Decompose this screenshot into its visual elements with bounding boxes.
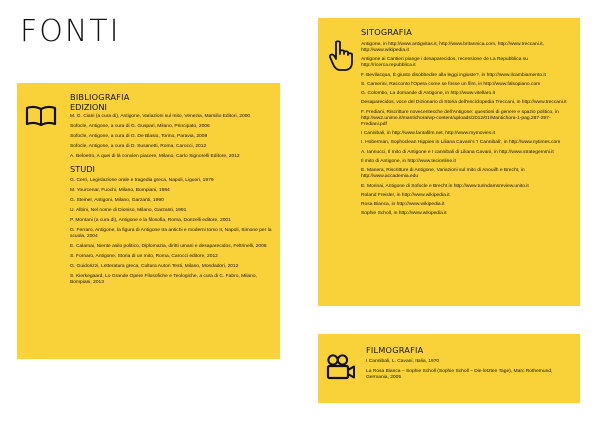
sito-entry: Sophie Scholl, in http://www.wikipedia.it [361,211,447,217]
sitografia-heading: SITOGRAFIA [361,27,413,37]
sito-entry: Desaparecidos, voce del Dizionario di Storia dell'enciclopedia Treccani, in http://www.treccani.it [361,100,567,106]
studio-entry: S. Fornaro, Antigone, Storia di un mito, Roma, Carocci editore, 2012 [70,254,218,259]
edizione-entry: A. Beloetro, A quei di là convien piacere, Milano, Carlo Signorelli Editore, 2012 [70,154,240,159]
studi-heading: STUDI [70,164,95,174]
sito-entry: F. Frediani, Riscritture novecentesche dell'Antigone: questioni di genere e spazio politico, in http://ww2.unime.it/mantichora/wp-content/uploads/2012/01/Mantichora-1-pag.287-297-Frediani.pdf [361,109,559,127]
edizione-entry: Sofocle, Antigone, a cura di G. Guspari, Milano, Principato, 2006 [70,124,210,129]
edizioni-heading: EDIZIONI [70,102,107,112]
studio-entry: M. Yourcenar, Fuochi, Milano, Bompiani, 1984 [70,188,170,193]
sito-entry: E. Morinai, Antigone di Sofocle e Brecht in http://www.turindamsreview.unito.it [361,183,529,189]
studio-entry: G. Ferraro, Antigone, la figura di Antigone tra antichi e moderni tomo II, Napoli, Simone per la scuola, 2004 [70,228,272,239]
sito-entry: A. Iannucci, Il mito di Antigone e I cannibali di Liliana Cavani, in http://www.strategemmi.it [361,149,554,155]
sitografia-card [318,18,580,306]
edizione-entry: Sofocle, Antigone, a cura di G. De Blasio, Torino, Paravia, 2009 [70,134,208,139]
page-title: FONTI [20,14,121,49]
sito-entry: Roland Freisler, in http://www.wikipedia.it [361,192,450,198]
studio-entry: G. Cerri, Legislazione orale e tragedia greca, Napoli, Liguori, 1979 [70,178,214,183]
sito-entry: S. Camerini, Racconto l'Opera come se fosse un film, in http://www.falsopiano.com [361,81,541,87]
studio-entry: U. Albini, Nel nome di Dioniso, Milano, Garzanti, 1991 [70,208,187,213]
studio-entry: E. Calamai, Niente asilo politico, Diplomazia, diritti umani e desaparecidos, Feltrinelli, 2006 [70,244,267,249]
sito-entry: Rosa Bianca, in http://www.wikipedia.it [361,202,445,208]
sito-entry: I. Hoberman, Sophoclean Hippies in Liliana Cavani's 'I Cannibali', in http://www.nytimes.com [361,140,561,146]
edizioni-list [70,114,275,160]
bibliografia-card [17,83,280,359]
film-entry: La Rosa Bianca – Sophie Scholl (Sophie Scholl – Die letzten Tage), Marc Rothemund, Germania, 2005 [366,369,553,380]
movie-camera-icon [326,354,356,382]
bibliografia-list [70,102,275,290]
open-book-icon [25,105,57,127]
studio-entry: G. Guidorizzi, Letteratura greca, Cultura Autori Testi, Milano, Mondadori, 2012 [70,264,239,269]
sito-entry: G. Colombo, La domande di Antigone, in http://www.vitellaro.it [361,91,496,97]
sito-entry: Il mito di Antigone, in http://www.tecionline.it [361,158,456,164]
filmografia-card [318,334,580,403]
film-entry: I Cannibali, L. Cavani, Italia, 1970 [366,359,440,364]
filmografia-heading: FILMOGRAFIA [366,345,424,355]
sito-entry: Antigone, in http://www.antigvitas.it, http://www.britannica.com, http://www.treccani.it, http://www.wikipedia.it [361,42,544,53]
edizione-entry: M. G. Ciani (a cura di), Antigone, Variazioni sul mito, Venezia, Marsilio Editori, 2000 [70,114,251,119]
filmografia-list [366,359,573,385]
sito-entry: I Cannibali, in http://www.fantafilm.net, http://www.mymovies.it [361,131,495,137]
sito-entry: E. Manera, Riscritture di Antigone, Variazioni sul mito di Anouilh e Brecht, in http://www.accademia.edu [361,168,525,180]
edizione-entry: Sofocle, Antigone, a cura di D. Susanetti, Roma, Carocci, 2012 [70,144,207,149]
sito-entry: F. Bevilacqua, È giusto disobbedire alla leggi ingiuste?, in http://www.ilcambiamento.it [361,72,546,78]
studi-list [70,178,275,286]
studio-entry: S. Kierkegaard, Lo Grande Opere Filosofiche e Teologiche, a cura di C. Fabro, Milano, Bompiani, 2013 [70,274,257,285]
pointer-hand-icon [328,40,354,72]
sito-entry: Antigone ai Cantieri piange i desaparecidos, recensione de La Repubblica su http://ricerca.repubblica.it [361,57,528,69]
sitografia-list [361,42,572,221]
studio-entry: G. Steiner, Antigoni, Milano, Garzanti, 1990 [70,198,164,203]
bibliografia-heading: BIBLIOGRAFIA [70,92,130,102]
studio-entry: P. Montani (a cura di), Antigone e la filosofia, Roma, Donzelli editore, 2001 [70,218,231,223]
